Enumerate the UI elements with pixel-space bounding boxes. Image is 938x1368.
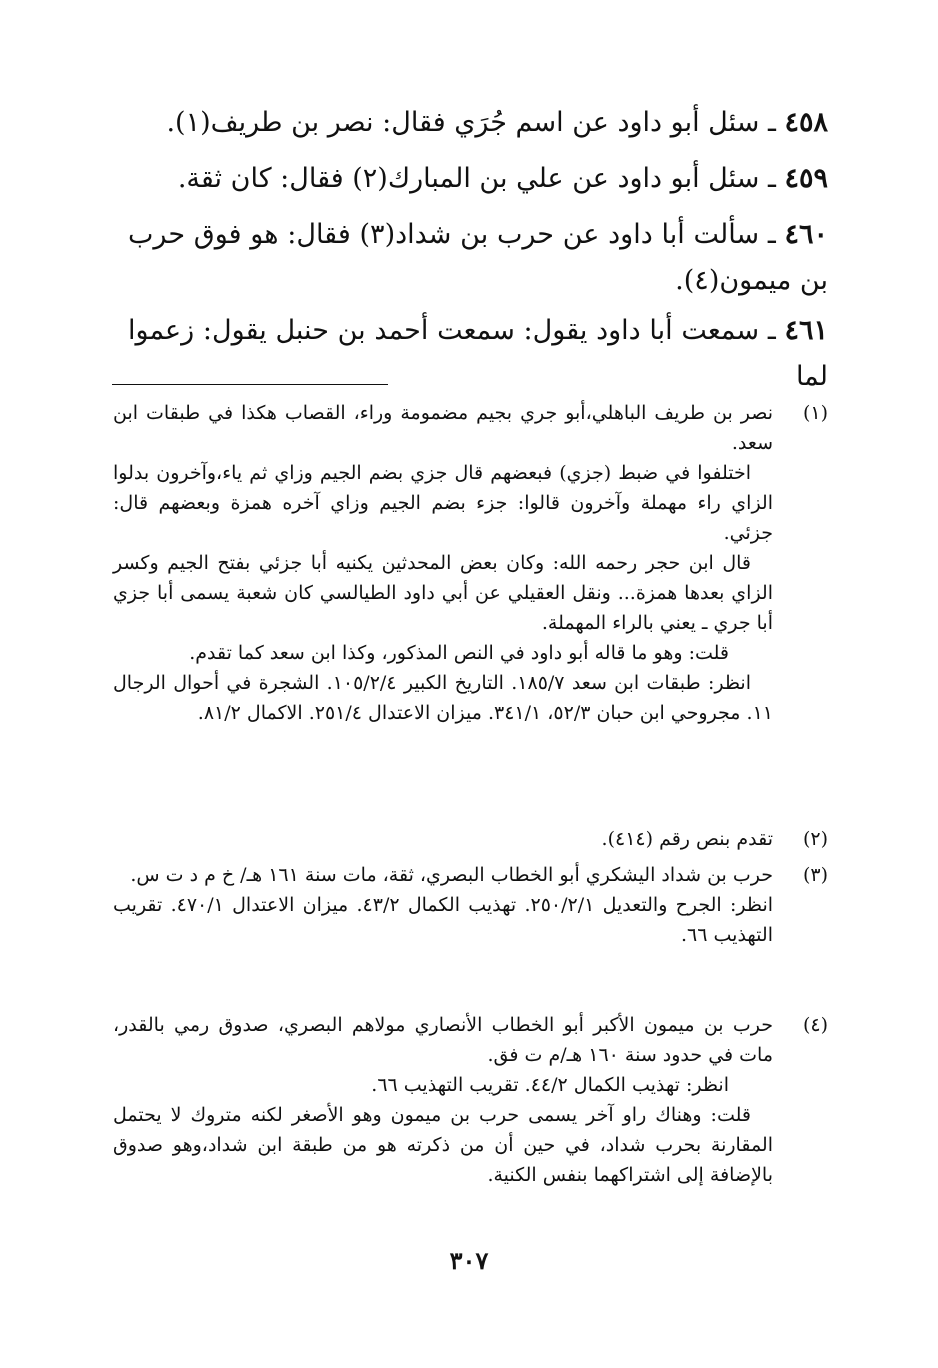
page-number: ٣٠٧ <box>449 1246 489 1275</box>
footnote-marker: (٤) <box>802 1014 828 1036</box>
entry-number: ٤٦٠ <box>784 219 828 250</box>
footnote-paragraph: اختلفوا في ضبط (جزي) فبعضهم قال جزي بضم الجيم وزاي ثم ياء،وآخرون بدلوا الزاي راء مهملة وآخرون قالوا: جزء بضم الجيم وزاي آخره همزة وبعضهم قال: جزئي. <box>113 462 773 544</box>
footnote-separator <box>112 384 388 385</box>
footnote-paragraph: حرب بن شداد اليشكري أبو الخطاب البصري، ثقة، مات سنة ١٦١ هـ/ خ م د ت س. <box>130 864 773 886</box>
entry-text: ـ سئل أبو داود عن علي بن المبارك(٢) فقال: كان ثقة. <box>177 163 776 194</box>
footnote-paragraph: قلت: وهناك راو آخر يسمى حرب بن ميمون وهو الأصغر لكنه متروك لا يحتمل المقارنة بحرب شداد، في حين أن من ذكرته هو من طبقة ابن شداد،وهو صدوق بالإضافة إلى اشتراكهما بنفس الكنية. <box>113 1104 773 1186</box>
footnote-paragraph: قال ابن حجر رحمه الله: وكان بعض المحدثين يكنيه أبا جزئي بفتح الجيم وكسر الزاي بعدها همزة... ونقل العقيلي عن أبي داود الطيالسي كان شعبة يسمى أبا جزي أبا جري ـ يعني بالراء المهملة. <box>113 552 773 634</box>
footnote-paragraph: انظر: طبقات ابن سعد ١٨٥/٧. التاريخ الكبير ١٠٥/٢/٤. الشجرة في أحوال الرجال ١١. مجروحي ابن حبان ٥٢/٣، ٣٤١/١. ميزان الاعتدال ٢٥١/٤. الاكمال ٨١/٢. <box>113 672 773 724</box>
footnote-3 <box>113 860 828 950</box>
footnote-marker: (٣) <box>802 864 828 886</box>
footnote-marker: (١) <box>802 402 828 424</box>
footnote-paragraph: حرب بن ميمون الأكبر أبو الخطاب الأنصاري مولاهم البصري، صدوق رمي بالقدر، مات في حدود سنة ١٦٠ هـ/م ت فق. <box>113 1014 773 1066</box>
entry-number: ٤٥٩ <box>784 163 828 194</box>
entry-460 <box>128 212 828 304</box>
footnote-marker: (٢) <box>802 828 828 850</box>
entry-number: ٤٦١ <box>784 315 828 346</box>
entry-number: ٤٥٨ <box>784 107 828 138</box>
entry-458 <box>128 100 828 146</box>
footnote-4 <box>113 1010 828 1190</box>
entry-text: ـ سمعت أبا داود يقول: سمعت أحمد بن حنبل يقول: زعموا لما <box>128 315 828 392</box>
entry-text: ـ سئل أبو داود عن اسم جُرَي فقال: نصر بن طريف(١). <box>166 107 776 138</box>
entry-459 <box>128 156 828 202</box>
footnote-1 <box>113 398 828 728</box>
footnote-paragraph: انظر: تهذيب الكمال ٤٤/٢. تقريب التهذيب ٦٦. <box>371 1074 729 1096</box>
entry-text: ـ سألت أبا داود عن حرب بن شداد(٣) فقال: هو فوق حرب بن ميمون(٤). <box>128 219 828 296</box>
footnote-paragraph: قلت: وهو ما قاله أبو داود في النص المذكور، وكذا ابن سعد كما تقدم. <box>189 642 729 664</box>
footnote-paragraph: انظر: الجرح والتعديل ٢٥٠/٢/١. تهذيب الكمال ٤٣/٢. ميزان الاعتدال ٤٧٠/١. تقريب التهذيب ٦٦. <box>113 894 774 946</box>
footnote-paragraph: نصر بن طريف الباهلي،أبو جري بجيم مضمومة وراء، القصاب هكذا في طبقات ابن سعد. <box>113 402 773 454</box>
footnote-paragraph: تقدم بنص رقم (٤١٤). <box>601 828 773 850</box>
footnote-2 <box>113 824 828 854</box>
entry-461 <box>128 308 828 400</box>
